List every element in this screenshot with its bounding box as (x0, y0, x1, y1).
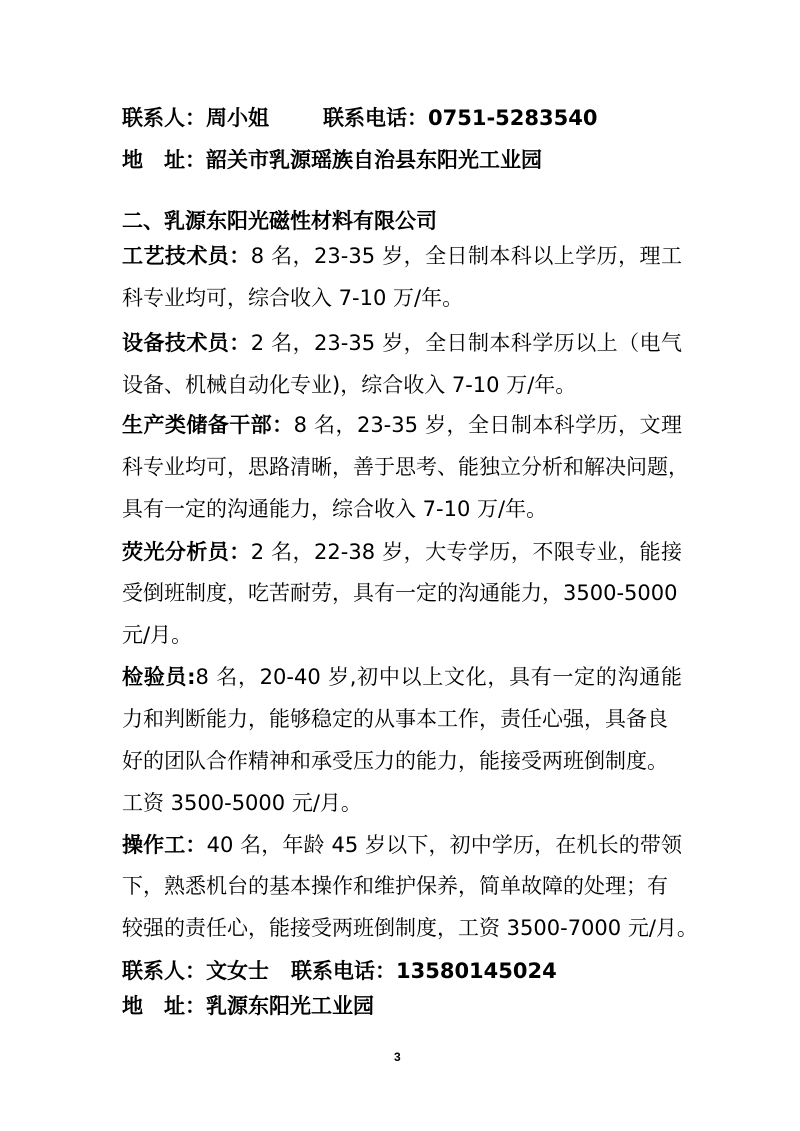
company-address-line (122, 993, 374, 1019)
top-contact-line (122, 105, 597, 131)
position-paragraph (122, 832, 682, 858)
phone-label: 联系电话： (323, 106, 428, 130)
position-title: 检验员: (122, 665, 196, 689)
position-text: 8 名，23-35 岁，全日制本科学历，文理 (293, 413, 683, 437)
top-address-line (122, 147, 542, 173)
address-value: 乳源东阳光工业园 (206, 994, 374, 1018)
position-text: 2 名，23-35 岁，全日制本科学历以上（电气 (250, 331, 683, 355)
contact-name: 文女士 (206, 959, 269, 983)
position-paragraph (122, 664, 682, 690)
address-value: 韶关市乳源瑶族自治县东阳光工业园 (206, 148, 542, 172)
position-text: 2 名，22-38 岁，大专学历，不限专业，能接 (250, 540, 683, 564)
position-text: 8 名，23-35 岁，全日制本科以上学历，理工 (250, 244, 683, 268)
position-text: 设备、机械自动化专业)，综合收入 7-10 万/年。 (122, 373, 577, 397)
position-text: 较强的责任心，能接受两班倒制度，工资 3500-7000 元/月。 (122, 916, 698, 940)
company-contact-line (122, 958, 557, 984)
position-text: 下，熟悉机台的基本操作和维护保养，简单故障的处理；有 (122, 874, 668, 898)
position-title: 操作工： (122, 833, 207, 857)
position-text: 工资 3500-5000 元/月。 (122, 791, 362, 815)
company-title: 二、乳源东阳光磁性材料有限公司 (122, 209, 437, 233)
position-paragraph (122, 243, 682, 269)
phone-number: 0751-5283540 (428, 106, 598, 130)
phone-label: 联系电话： (291, 959, 396, 983)
contact-name: 周小姐 (206, 106, 269, 130)
page-number: 3 (394, 1050, 401, 1064)
position-paragraph (122, 330, 682, 356)
position-text: 元/月。 (122, 623, 193, 647)
position-paragraph (122, 412, 682, 438)
address-label: 地 址： (122, 994, 206, 1018)
position-text: 科专业均可，综合收入 7-10 万/年。 (122, 286, 464, 310)
position-title: 荧光分析员： (122, 540, 251, 564)
position-text: 40 名，年龄 45 岁以下，初中学历，在机长的带领 (206, 833, 683, 857)
position-title: 设备技术员： (122, 331, 251, 355)
position-paragraph (122, 539, 682, 565)
address-label: 地 址： (122, 148, 206, 172)
position-text: 具有一定的沟通能力，综合收入 7-10 万/年。 (122, 497, 548, 521)
position-title: 工艺技术员： (122, 244, 251, 268)
position-text: 受倒班制度，吃苦耐劳，具有一定的沟通能力，3500-5000 (122, 581, 678, 605)
contact-label: 联系人： (122, 959, 206, 983)
position-text: 科专业均可，思路清晰，善于思考、能独立分析和解决问题， (122, 455, 689, 479)
contact-label: 联系人： (122, 106, 206, 130)
position-text: 好的团队合作精神和承受压力的能力，能接受两班倒制度。 (122, 749, 668, 773)
position-title: 生产类储备干部： (122, 413, 294, 437)
position-text: 力和判断能力，能够稳定的从事本工作，责任心强，具备良 (122, 707, 668, 731)
phone-number: 13580145024 (396, 959, 557, 983)
position-text: 8 名，20-40 岁,初中以上文化，具有一定的沟通能 (195, 665, 682, 689)
